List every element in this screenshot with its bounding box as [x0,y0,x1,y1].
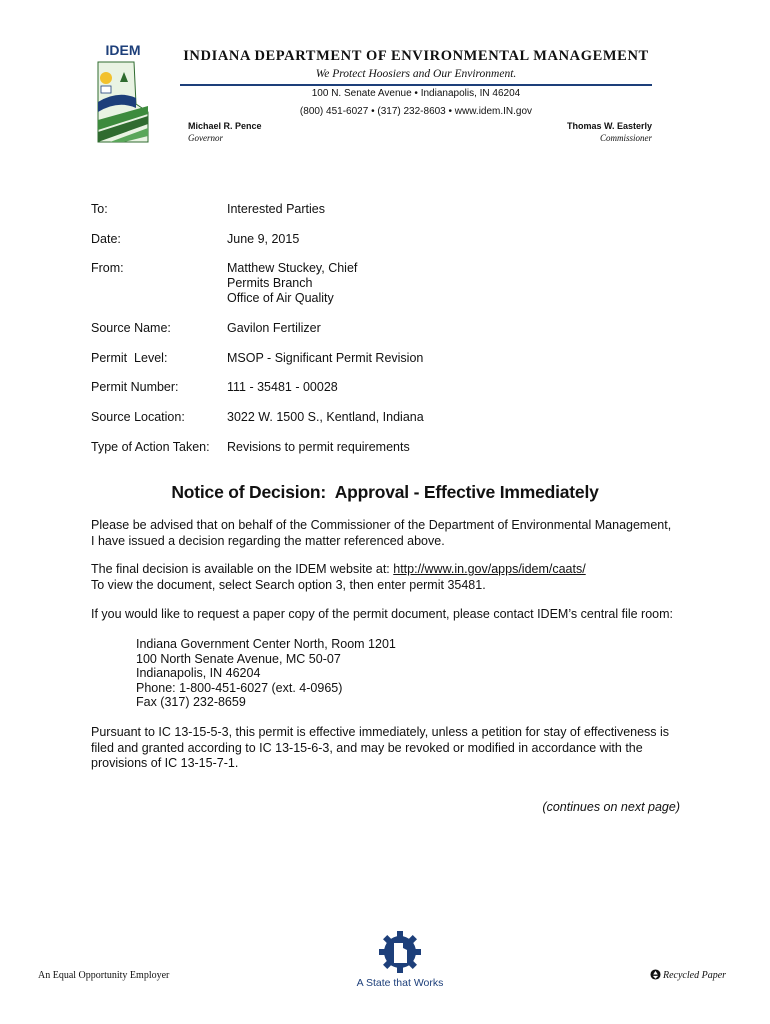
memo-permit-level-label: Permit Level: [91,351,168,365]
memo-to-value: Interested Parties [227,202,325,216]
caats-link[interactable]: http://www.in.gov/apps/idem/caats/ [393,562,586,576]
memo-source-location-label: Source Location: [91,410,185,424]
paragraph-line [91,562,691,578]
memo-date-value: June 9, 2015 [227,232,300,246]
address-line: 100 North Senate Avenue, MC 50-07 [136,651,341,666]
paragraph-line: filed and granted according to IC 13-15-6-3, and may be revoked or modified in accordance with the [91,740,643,755]
memo-from-line: Office of Air Quality [227,291,334,305]
notice-paragraph-2 [91,562,691,593]
memo-from-value [227,261,357,306]
address-line: Indiana Government Center North, Room 1201 [136,637,396,651]
notice-paragraph-3 [91,607,691,623]
agency-address: 100 N. Senate Avenue • Indianapolis, IN 46204 [311,88,521,99]
logo-text: IDEM [105,42,141,58]
memo-permit-number-value: 111 - 35481 - 00028 [227,380,338,394]
memo-from-label: From: [91,261,124,275]
memo-source-name-value: Gavilon Fertilizer [227,321,321,335]
agency-tagline: We Protect Hoosiers and Our Environment. [315,68,517,80]
notice-paragraph-1 [91,518,691,549]
state-tagline: A State that Works [356,977,444,989]
paragraph-line: If you would like to request a paper copy of the permit document, please contact IDEM’s central file room: [91,607,674,621]
recycled-paper-text: Recycled Paper [663,970,727,981]
memo-permit-number-label: Permit Number: [91,380,179,394]
governor-title: Governor [188,133,223,143]
file-room-address [136,637,636,710]
commissioner-title: Commissioner [599,133,652,143]
memo-to-label: To: [91,202,108,216]
memo-permit-level-value: MSOP - Significant Permit Revision [227,351,424,365]
memo-source-name-label: Source Name: [91,321,171,335]
governor-name: Michael R. Pence [188,121,262,131]
paragraph-line: I have issued a decision regarding the matter referenced above. [91,533,445,548]
memo-action-taken-label: Type of Action Taken: [91,440,210,454]
address-line: Phone: 1-800-451-6027 (ext. 4-0965) [136,680,343,695]
address-line: Indianapolis, IN 46204 [136,666,261,680]
memo-from-line: Matthew Stuckey, Chief [227,261,358,275]
header-divider [180,84,652,86]
notice-paragraph-4 [91,725,691,772]
recycle-icon [650,969,661,980]
memo-from-line: Permits Branch [227,276,313,290]
paragraph-line: provisions of IC 13-15-7-1. [91,756,239,770]
commissioner-name: Thomas W. Easterly [566,121,652,131]
memo-source-location-value: 3022 W. 1500 S., Kentland, Indiana [227,410,424,424]
paragraph-line: Please be advised that on behalf of the Commissioner of the Department of Environmental Management, [91,518,672,532]
paragraph-line: To view the document, select Search option 3, then enter permit 35481. [91,577,486,592]
website-prefix: The final decision is available on the IDEM website at: [91,562,394,576]
recycled-paper-note [650,969,726,981]
paragraph-line: Pursuant to IC 13-15-5-3, this permit is effective immediately, unless a petition for stay of effectiveness is [91,725,670,739]
notice-title: Notice of Decision: Approval - Effective Immediately [171,482,599,502]
equal-opportunity-text: An Equal Opportunity Employer [38,970,170,981]
memo-date-label: Date: [91,232,121,246]
memo-action-taken-value: Revisions to permit requirements [227,440,410,454]
address-line: Fax (317) 232-8659 [136,695,246,709]
idem-logo [88,42,158,144]
agency-name: INDIANA DEPARTMENT OF ENVIRONMENTAL MANAGEMENT [183,48,649,64]
agency-contact: (800) 451-6027 • (317) 232-8603 • www.idem.IN.gov [299,106,533,117]
continues-note: (continues on next page) [542,800,680,814]
